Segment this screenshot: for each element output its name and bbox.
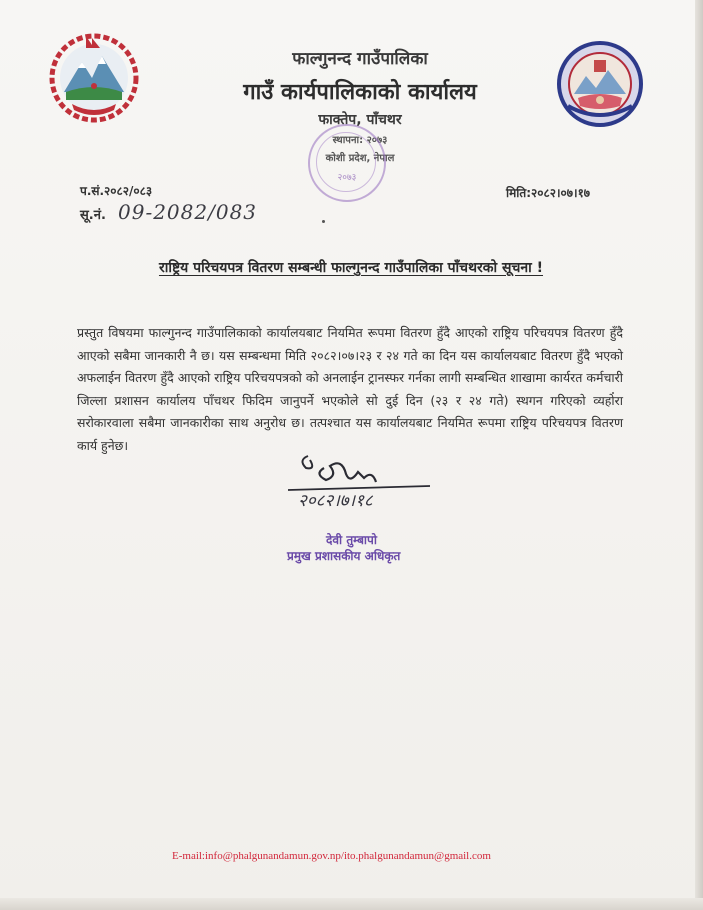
page-edge (695, 0, 703, 910)
ink-speck (322, 220, 325, 223)
notice-body: प्रस्तुत विषयमा फाल्गुनन्द गाउँपालिकाको कार्यालयबाट नियमित रूपमा वितरण हुँदै आएको राष्ट्रिय परिचयपत्र वितरण हुँदै आएको सबैमा जानकारी नै छ। यस सम्बन्धमा मिति २०८२।०७।२३ र २४ गते का दिन यस कार्यालयबाट वितरण हुँदै भएको अफलाईन वितरण हुँदै आएको राष्ट्रिय परिचयपत्रको को अनलाईन ट्रानस्फर गर्नका लागी सम्बन्धित शाखामा कार्यरत कर्मचारी जिल्ला प्रशासन कार्यालय पाँचथर फिदिम जानुपर्ने भएकोले सो दुई दिन (२३ र २४ गते) स्थगन गरिएको व्यहोरा सरोकारवाला सबैमा जानकारीका साथ अनुरोध छ। तत्पश्चात यस कार्यालयबाट नियमित रूपमा राष्ट्रिय परिचयपत्र वितरण कार्य हुनेछ। (77, 325, 623, 453)
dispatch-number: 09-2082/083 (118, 200, 258, 224)
office-location: फाक्तेप, पाँचथर (318, 112, 402, 128)
signature-date: २०८२।७।१८ (298, 491, 373, 511)
footer-email[interactable]: E-mail:info@phalgunandamun.gov.np/ito.phalgunandamun@gmail.com (172, 850, 491, 862)
dispatch-label: सू.नं. (80, 208, 106, 223)
province-name: कोशी प्रदेश, नेपाल (325, 153, 395, 164)
signatory-title: प्रमुख प्रशासकीय अधिकृत (287, 549, 401, 563)
stamp-inner-ring (316, 132, 376, 192)
established-year: स्थापना: २०७३ (332, 135, 388, 146)
office-stamp (308, 124, 386, 202)
letter-date: मिति:२०८२।०७।१७ (506, 186, 591, 200)
municipality-name: फाल्गुनन्द गाउँपालिका (292, 49, 428, 69)
nepal-emblem-icon (44, 26, 144, 126)
office-name: गाउँ कार्यपालिकाको कार्यालय (243, 80, 477, 105)
reference-number: प.सं.२०८२/०८३ (80, 184, 153, 198)
notice-subject: राष्ट्रिय परिचयपत्र वितरण सम्बन्धी फाल्गुनन्द गाउँपालिका पाँचथरको सूचना ! (158, 260, 544, 276)
municipality-logo-icon (556, 40, 644, 128)
signatory-name: देवी तुम्बापो (326, 533, 377, 547)
page-edge (0, 898, 703, 910)
stamp-text: २०७३ (337, 173, 357, 183)
